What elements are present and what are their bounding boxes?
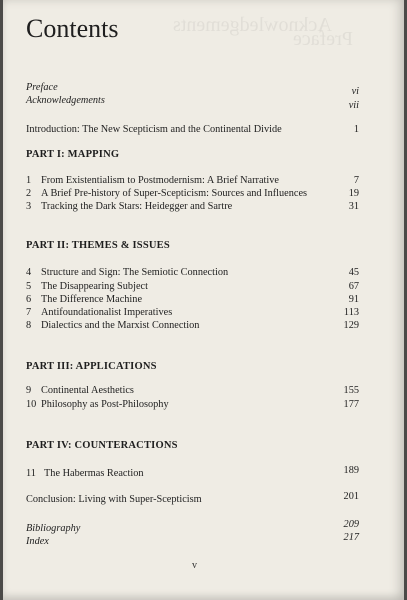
entry-title: Introduction: The New Scepticism and the Continental Divide — [26, 124, 282, 135]
toc-entry-index — [3, 532, 404, 549]
entry-title: Acknowledgements — [26, 95, 105, 106]
chapter-number: 9 — [26, 385, 32, 396]
entry-title: From Existentialism to Postmodernism: A Brief Narrative — [41, 175, 279, 186]
chapter-number: 6 — [26, 294, 32, 305]
entry-page: 209 — [343, 519, 359, 530]
toc-entry — [3, 187, 404, 201]
entry-page: 1 — [353, 124, 359, 135]
entry-title: Antifoundationalist Imperatives — [41, 307, 173, 318]
entry-page: 113 — [343, 307, 359, 318]
part-heading: PART I: MAPPING — [26, 149, 120, 160]
toc-entry — [3, 319, 404, 333]
book-page — [3, 0, 404, 600]
entry-page: 129 — [343, 320, 359, 331]
entry-title: Index — [26, 536, 49, 547]
show-through-heading: Acknowledgements — [173, 14, 332, 36]
entry-page: vii — [348, 100, 359, 111]
entry-page: 189 — [343, 465, 359, 476]
part-heading: PART III: APPLICATIONS — [26, 361, 157, 372]
toc-entry-conclusion — [3, 493, 404, 507]
entry-title: Continental Aesthetics — [41, 385, 134, 396]
entry-title: The Habermas Reaction — [44, 468, 144, 479]
chapter-number: 1 — [26, 175, 32, 186]
entry-page: 177 — [343, 399, 359, 410]
toc-entry — [3, 174, 404, 188]
chapter-number: 7 — [26, 307, 32, 318]
entry-page: 155 — [343, 385, 359, 396]
entry-page: 31 — [348, 201, 359, 212]
entry-title: The Difference Machine — [41, 294, 143, 305]
toc-entry-introduction — [3, 123, 404, 137]
chapter-number: 5 — [26, 281, 32, 292]
entry-title: Dialectics and the Marxist Connection — [41, 320, 200, 331]
chapter-number: 4 — [26, 267, 32, 278]
toc-entry-preface — [3, 81, 404, 95]
chapter-number: 10 — [26, 399, 37, 410]
entry-page: 91 — [348, 294, 359, 305]
chapter-number: 2 — [26, 188, 32, 199]
entry-title: Preface — [26, 82, 58, 93]
entry-title: Conclusion: Living with Super-Scepticism — [26, 494, 202, 505]
entry-title: Tracking the Dark Stars: Heidegger and Sartre — [41, 201, 233, 212]
show-through-heading: Preface — [293, 28, 353, 50]
part-heading: PART IV: COUNTERACTIONS — [26, 440, 178, 451]
chapter-number: 3 — [26, 201, 32, 212]
toc-entry — [3, 280, 404, 294]
chapter-number: 11 — [26, 468, 36, 479]
entry-page: 7 — [353, 175, 359, 186]
entry-title: Philosophy as Post-Philosophy — [41, 399, 169, 410]
toc-entry — [3, 398, 404, 412]
toc-entry — [3, 200, 404, 214]
page-number: v — [192, 560, 197, 571]
entry-page: 45 — [348, 267, 359, 278]
page-title: Contents — [26, 14, 119, 43]
toc-entry — [3, 266, 404, 280]
entry-page: 217 — [343, 532, 359, 543]
entry-title: Bibliography — [26, 523, 81, 534]
toc-entry — [3, 306, 404, 320]
entry-title: The Disappearing Subject — [41, 281, 148, 292]
toc-entry — [3, 467, 404, 481]
entry-page: 19 — [348, 188, 359, 199]
entry-page: vi — [351, 86, 359, 97]
toc-entry — [3, 384, 404, 398]
entry-page: 67 — [348, 281, 359, 292]
entry-page: 201 — [343, 491, 359, 502]
entry-title: Structure and Sign: The Semiotic Connection — [41, 267, 229, 278]
toc-entry-acknowledgements — [3, 94, 404, 111]
part-heading: PART II: THEMES & ISSUES — [26, 240, 170, 251]
chapter-number: 8 — [26, 320, 32, 331]
entry-title: A Brief Pre-history of Super-Scepticism: Sources and Influences — [41, 188, 308, 199]
toc-entry — [3, 293, 404, 307]
